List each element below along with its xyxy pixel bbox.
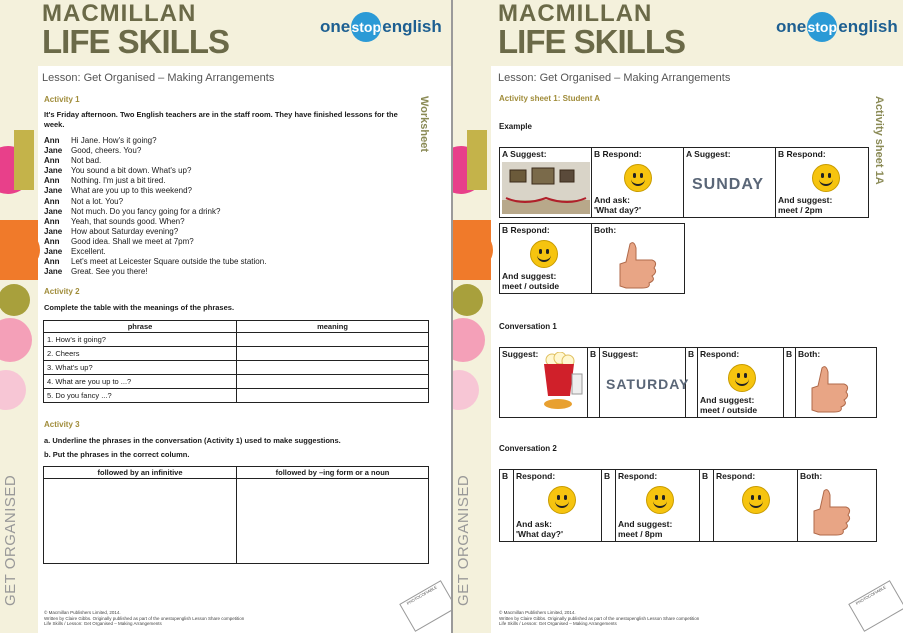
- cell-label: B: [502, 471, 509, 481]
- dialogue-text: What are you up to this weekend?: [71, 186, 192, 196]
- onestopenglish-logo: [776, 12, 898, 42]
- speaker-name: Jane: [44, 247, 63, 257]
- sheet-title: Activity sheet 1: Student A: [499, 94, 601, 103]
- meaning-cell[interactable]: [237, 375, 429, 389]
- b-marker-cell: [784, 348, 796, 417]
- dialogue-text: Nothing. I'm just a bit tired.: [71, 176, 166, 186]
- conversation2-card: [499, 469, 877, 542]
- footer-line: Life Skills / Lesson: Get Organised – Making Arrangements: [44, 621, 162, 626]
- cell-label: B: [786, 349, 793, 359]
- footer-line: Written by Claire Gibbs. Originally published as part of the onestopenglish Lesson Share competition: [499, 615, 700, 621]
- example-label: Example: [499, 122, 532, 131]
- cell-prompt: [778, 195, 832, 215]
- dialogue-line: [44, 257, 266, 267]
- phrase-table: [43, 320, 429, 403]
- suggest-cell: [500, 348, 588, 417]
- prompt-line: meet / 2pm: [778, 205, 823, 215]
- cell-label: Respond:: [716, 471, 756, 481]
- speaker-name: Jane: [44, 226, 63, 236]
- dialogue-line: [44, 267, 266, 277]
- footer-line: Written by Claire Gibbs. Originally published as part of the onestopenglish Lesson Share competition: [44, 615, 245, 621]
- dialogue: [44, 136, 266, 277]
- activity1-intro: It's Friday afternoon. Two English teachers are in the staff room. They have finished lessons for the week.: [44, 110, 398, 129]
- footer: [44, 610, 244, 627]
- meaning-cell[interactable]: [237, 333, 429, 347]
- lesson-title: Lesson: Get Organised – Making Arrangements: [42, 72, 275, 84]
- table-row: [44, 375, 429, 389]
- day-word: SATURDAY: [606, 376, 690, 392]
- speaker-name: Ann: [44, 257, 60, 267]
- smiley-icon: [530, 240, 558, 268]
- lesson-title: Lesson: Get Organised – Making Arrangements: [498, 72, 731, 84]
- activity3-a: a. Underline the phrases in the conversation (Activity 1) used to make suggestions.: [44, 436, 341, 445]
- dialogue-text: Yeah, that sounds good. When?: [71, 216, 185, 226]
- cell-label: Respond:: [618, 471, 658, 481]
- b-marker-cell: [588, 348, 600, 417]
- cell-prompt: [502, 271, 559, 291]
- logo-english: english: [838, 17, 898, 36]
- dialogue-line: [44, 247, 266, 257]
- respond-cell: [514, 470, 602, 541]
- dialogue-line: [44, 207, 266, 217]
- dialogue-text: Not a lot. You?: [71, 196, 124, 206]
- smiley-icon: [548, 486, 576, 514]
- logo-line2: LIFE SKILLS: [498, 22, 685, 60]
- meaning-cell[interactable]: [237, 389, 429, 403]
- smiley-icon: [646, 486, 674, 514]
- macmillan-logo: [498, 0, 685, 60]
- dialogue-text: Good, cheers. You?: [71, 146, 142, 156]
- prompt-line: And suggest:: [778, 195, 833, 205]
- activity2-instruction: Complete the table with the meanings of the phrases.: [44, 303, 235, 312]
- table-row: [44, 333, 429, 347]
- smiley-icon: [624, 164, 652, 192]
- prompt-line: And suggest:: [618, 519, 673, 529]
- dialogue-text: Hi Jane. How's it going?: [71, 136, 157, 145]
- day-word: SUNDAY: [692, 176, 765, 193]
- smiley-icon: [742, 486, 770, 514]
- dialogue-text: Excellent.: [71, 247, 106, 257]
- dialogue-line: [44, 217, 266, 227]
- dialogue-line: [44, 146, 266, 156]
- activity2-title: Activity 2: [44, 287, 80, 296]
- smiley-icon: [728, 364, 756, 392]
- footer-line: © Macmillan Publishers Limited, 2014.: [44, 610, 121, 615]
- speaker-name: Jane: [44, 267, 63, 277]
- conversation1-label: Conversation 1: [499, 322, 557, 331]
- cell-label: Both:: [594, 225, 617, 235]
- cell-label: Both:: [800, 471, 823, 481]
- speaker-name: Ann: [44, 196, 60, 206]
- side-title: GET ORGANISED: [2, 474, 19, 606]
- infinitive-cell[interactable]: [44, 479, 237, 564]
- example-card-row2: [499, 223, 685, 294]
- activity-sheet-label: Activity sheet 1A: [873, 96, 885, 185]
- table-row: [44, 361, 429, 375]
- dialogue-line: [44, 166, 266, 176]
- prompt-line: meet / outside: [502, 281, 560, 291]
- respond-cell: [592, 148, 684, 217]
- b-marker-cell: [686, 348, 698, 417]
- both-cell: [796, 348, 874, 417]
- decorative-flower-graphic: [0, 90, 40, 480]
- worksheet-page: [0, 0, 451, 633]
- conversation1-card: [499, 347, 877, 418]
- photocopiable-stamp: PHOTOCOPIABLE: [848, 580, 903, 632]
- activity3-title: Activity 3: [44, 420, 80, 429]
- table-row: [44, 389, 429, 403]
- ing-header: followed by –ing form or a noun: [237, 467, 429, 479]
- logo-line1: MACMILLAN: [42, 0, 197, 27]
- cell-label: B Respond:: [502, 225, 550, 235]
- dialogue-text: Great. See you there!: [71, 267, 148, 277]
- prompt-line: And suggest:: [700, 395, 755, 405]
- dialogue-line: [44, 156, 266, 166]
- prompt-line: meet / 8pm: [618, 529, 663, 539]
- cell-label: B: [702, 471, 709, 481]
- dialogue-line: [44, 176, 266, 186]
- prompt-line: 'What day?': [516, 529, 564, 539]
- phrase-cell: 5. Do you fancy ...?: [44, 389, 237, 403]
- speaker-name: Ann: [44, 236, 60, 246]
- dialogue-line: [44, 136, 266, 146]
- photocopiable-stamp: PHOTOCOPIABLE: [399, 580, 451, 632]
- dialogue-line: [44, 237, 266, 247]
- cell-label: Suggest:: [502, 349, 539, 359]
- footer-line: Life Skills / Lesson: Get Organised – Making Arrangements: [499, 621, 617, 626]
- worksheet-label: Worksheet: [418, 96, 430, 153]
- speaker-name: Ann: [44, 156, 60, 166]
- side-title: GET ORGANISED: [455, 474, 472, 606]
- meaning-cell[interactable]: [237, 347, 429, 361]
- both-cell: [592, 224, 684, 293]
- conversation2-label: Conversation 2: [499, 444, 557, 453]
- logo-stop: stop: [351, 12, 381, 42]
- cell-prompt: [516, 519, 563, 539]
- table-row: [44, 347, 429, 361]
- onestopenglish-logo: [320, 12, 442, 42]
- thumbs-up-icon: [616, 240, 660, 290]
- cell-label: B: [688, 349, 695, 359]
- b-marker-cell: [500, 470, 514, 541]
- cell-prompt: [700, 395, 757, 415]
- phrase-cell: 4. What are you up to ...?: [44, 375, 237, 389]
- prompt-line: And ask:: [516, 519, 552, 529]
- cell-prompt: [594, 195, 641, 215]
- cell-label: B Respond:: [778, 149, 826, 159]
- prompt-line: And ask:: [594, 195, 630, 205]
- popcorn-cinema-image: [538, 352, 584, 414]
- logo-english: english: [382, 17, 442, 36]
- dialogue-line: [44, 227, 266, 237]
- b-marker-cell: [602, 470, 616, 541]
- phrase-cell: 2. Cheers: [44, 347, 237, 361]
- decorative-flower-graphic: [453, 90, 493, 480]
- thumbs-up-icon: [810, 486, 854, 538]
- speaker-name: Jane: [44, 186, 63, 196]
- dialogue-text: Not much. Do you fancy going for a drink?: [71, 206, 221, 216]
- both-cell: [798, 470, 874, 541]
- cell-label: Respond:: [700, 349, 740, 359]
- phrase-cell: 1. How's it going?: [44, 333, 237, 347]
- phrase-header: phrase: [44, 321, 237, 333]
- macmillan-logo: [42, 0, 229, 60]
- dialogue-text: Let's meet at Leicester Square outside the tube station.: [71, 257, 267, 267]
- thumbs-up-icon: [808, 364, 852, 414]
- respond-cell: [500, 224, 592, 293]
- cell-label: A Suggest:: [686, 149, 731, 159]
- speaker-name: Jane: [44, 206, 63, 216]
- dialogue-line: [44, 186, 266, 196]
- meaning-header: meaning: [237, 321, 429, 333]
- infinitive-header: followed by an infinitive: [44, 467, 237, 479]
- phrase-cell: 3. What's up?: [44, 361, 237, 375]
- logo-stop: stop: [807, 12, 837, 42]
- smiley-icon: [812, 164, 840, 192]
- logo-one: one: [320, 17, 351, 36]
- prompt-line: And suggest:: [502, 271, 557, 281]
- suggest-cell: [684, 148, 776, 217]
- footer-line: © Macmillan Publishers Limited, 2014.: [499, 610, 576, 615]
- respond-cell: [698, 348, 784, 417]
- speaker-name: Ann: [44, 136, 60, 145]
- cell-label: B: [590, 349, 597, 359]
- activity-sheet-page: [453, 0, 903, 633]
- dialogue-text: How about Saturday evening?: [71, 226, 179, 236]
- prompt-line: 'What day?': [594, 205, 642, 215]
- cell-label: B Respond:: [594, 149, 642, 159]
- cell-label: Suggest:: [602, 349, 639, 359]
- ing-cell[interactable]: [237, 479, 429, 564]
- suggest-cell: [600, 348, 690, 417]
- respond-cell: [616, 470, 700, 541]
- cell-label: Both:: [798, 349, 821, 359]
- logo-one: one: [776, 17, 807, 36]
- speaker-name: Ann: [44, 176, 60, 186]
- speaker-name: Jane: [44, 146, 63, 156]
- speaker-name: Jane: [44, 166, 63, 176]
- column-table: [43, 466, 429, 564]
- cell-label: Respond:: [516, 471, 556, 481]
- respond-cell: [714, 470, 798, 541]
- prompt-line: meet / outside: [700, 405, 758, 415]
- b-marker-cell: [700, 470, 714, 541]
- meaning-cell[interactable]: [237, 361, 429, 375]
- respond-cell: [776, 148, 868, 217]
- logo-line1: MACMILLAN: [498, 0, 653, 27]
- dialogue-line: [44, 197, 266, 207]
- dialogue-text: You sound a bit down. What's up?: [71, 166, 192, 176]
- dialogue-text: Good idea. Shall we meet at 7pm?: [71, 236, 194, 246]
- cell-label: B: [604, 471, 611, 481]
- cell-prompt: [618, 519, 672, 539]
- art-gallery-image: [502, 162, 590, 214]
- logo-line2: LIFE SKILLS: [42, 22, 229, 60]
- activity1-title: Activity 1: [44, 95, 80, 104]
- suggest-cell: [500, 148, 592, 217]
- cell-label: A Suggest:: [502, 149, 547, 159]
- activity3-b: b. Put the phrases in the correct column.: [44, 450, 190, 459]
- dialogue-text: Not bad.: [71, 156, 102, 166]
- speaker-name: Ann: [44, 216, 60, 226]
- footer: [499, 610, 699, 627]
- example-card-row1: [499, 147, 869, 218]
